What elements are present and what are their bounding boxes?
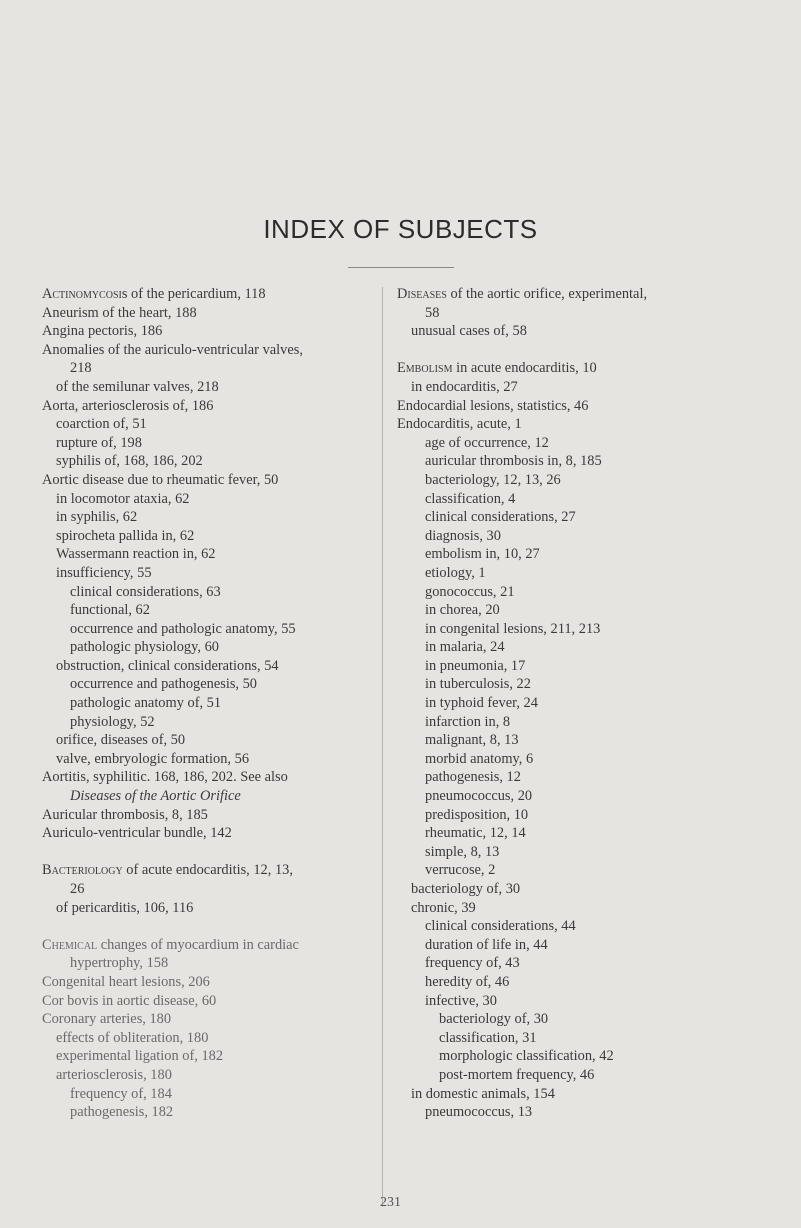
index-entry: chronic, 39 <box>411 899 476 916</box>
index-entry: Aortic disease due to rheumatic fever, 50 <box>42 471 279 488</box>
index-entry: rheumatic, 12, 14 <box>425 825 526 842</box>
index-entry: Chemical changes of myocardium in cardiac <box>42 936 299 953</box>
index-entry: in typhoid fever, 24 <box>425 695 538 712</box>
index-entry: pathologic anatomy of, 51 <box>70 695 222 712</box>
index-entry: Wassermann reaction in, 62 <box>56 546 216 563</box>
index-entry: spirocheta pallida in, 62 <box>56 527 195 544</box>
index-entry: in chorea, 20 <box>425 602 500 619</box>
index-entry: of pericarditis, 106, 116 <box>56 899 194 916</box>
index-entry: Coronary arteries, 180 <box>42 1011 172 1028</box>
index-entry: physiology, 52 <box>70 713 155 730</box>
index-entry: 58 <box>425 304 440 321</box>
index-entry: predisposition, 10 <box>425 806 529 823</box>
index-entry: in locomotor ataxia, 62 <box>56 490 190 507</box>
index-entry: in malaria, 24 <box>425 639 505 656</box>
index-entry: Embolism in acute endocarditis, 10 <box>397 360 597 377</box>
index-entry: Anomalies of the auriculo-ventricular valves, <box>42 341 303 358</box>
index-entry: clinical considerations, 27 <box>425 509 576 526</box>
index-entry: valve, embryologic formation, 56 <box>56 750 250 767</box>
index-entry: infective, 30 <box>425 992 497 1009</box>
index-entry: Diseases of the Aortic Orifice <box>70 788 241 805</box>
index-entry: clinical considerations, 63 <box>70 583 221 600</box>
index-entry: functional, 62 <box>70 602 150 619</box>
index-entry: gonococcus, 21 <box>425 583 515 600</box>
index-column-right <box>397 285 727 1122</box>
index-column-left <box>42 285 372 1122</box>
index-entry: Congenital heart lesions, 206 <box>42 973 210 990</box>
index-entry: classification, 4 <box>425 490 516 507</box>
index-entry: of the semilunar valves, 218 <box>56 378 219 395</box>
index-entry: Endocarditis, acute, 1 <box>397 416 522 433</box>
index-entry: in congenital lesions, 211, 213 <box>425 620 601 637</box>
index-entry: diagnosis, 30 <box>425 527 501 544</box>
index-entry: in domestic animals, 154 <box>411 1085 555 1102</box>
index-entry: Auriculo-ventricular bundle, 142 <box>42 825 232 842</box>
index-entry: occurrence and pathogenesis, 50 <box>70 676 258 693</box>
index-entry: unusual cases of, 58 <box>411 323 527 340</box>
index-entry: bacteriology, 12, 13, 26 <box>425 471 561 488</box>
index-entry: classification, 31 <box>439 1029 537 1046</box>
index-entry: Aortitis, syphilitic. 168, 186, 202. See also <box>42 769 288 786</box>
index-entry: Auricular thrombosis, 8, 185 <box>42 806 208 823</box>
index-entry: pneumococcus, 20 <box>425 788 533 805</box>
index-entry: morphologic classification, 42 <box>439 1048 614 1065</box>
index-entry: pathogenesis, 12 <box>425 769 521 786</box>
index-entry: insufficiency, 55 <box>56 564 152 581</box>
index-entry: embolism in, 10, 27 <box>425 546 540 563</box>
index-entry: frequency of, 184 <box>70 1085 172 1102</box>
index-entry: frequency of, 43 <box>425 955 520 972</box>
index-entry: in syphilis, 62 <box>56 509 138 526</box>
index-entry: 218 <box>70 360 92 377</box>
index-entry: Actinomycosis of the pericardium, 118 <box>42 286 266 302</box>
index-entry: 26 <box>70 881 85 897</box>
index-entry: verrucose, 2 <box>425 862 496 879</box>
index-entry: in pneumonia, 17 <box>425 657 526 674</box>
index-entry: infarction in, 8 <box>425 713 511 730</box>
index-entry: rupture of, 198 <box>56 434 142 451</box>
index-entry: in tuberculosis, 22 <box>425 676 531 693</box>
index-entry: hypertrophy, 158 <box>70 955 169 972</box>
index-entry: auricular thrombosis in, 8, 185 <box>425 453 602 470</box>
index-entry: in endocarditis, 27 <box>411 378 518 395</box>
index-entry: Endocardial lesions, statistics, 46 <box>397 397 589 414</box>
index-entry: age of occurrence, 12 <box>425 434 549 451</box>
index-entry: Aorta, arteriosclerosis of, 186 <box>42 397 214 414</box>
index-entry: Cor bovis in aortic disease, 60 <box>42 992 217 1009</box>
index-entry: arteriosclerosis, 180 <box>56 1066 172 1083</box>
index-entry: orifice, diseases of, 50 <box>56 732 186 749</box>
index-entry: occurrence and pathologic anatomy, 55 <box>70 620 296 637</box>
index-entry: malignant, 8, 13 <box>425 732 519 749</box>
title-rule <box>348 267 454 268</box>
index-entry: pathogenesis, 182 <box>70 1104 174 1121</box>
index-entry: Bacteriology of acute endocarditis, 12, 13, <box>42 862 293 879</box>
index-entry: clinical considerations, 44 <box>425 918 576 935</box>
index-entry: pathologic physiology, 60 <box>70 639 219 656</box>
index-entry: etiology, 1 <box>425 564 486 581</box>
index-entry: experimental ligation of, 182 <box>56 1048 224 1065</box>
page-title: INDEX OF SUBJECTS <box>263 214 538 244</box>
index-entry: morbid anatomy, 6 <box>425 750 534 767</box>
index-entry: Angina pectoris, 186 <box>42 323 163 340</box>
index-entry: obstruction, clinical considerations, 54 <box>56 657 279 674</box>
index-entry: pneumococcus, 13 <box>425 1104 533 1121</box>
index-entry: syphilis of, 168, 186, 202 <box>56 453 203 470</box>
index-entry: simple, 8, 13 <box>425 843 500 860</box>
column-divider <box>382 287 383 1207</box>
index-entry: bacteriology of, 30 <box>411 881 521 897</box>
index-entry: heredity of, 46 <box>425 973 510 990</box>
index-entry: coarction of, 51 <box>56 416 147 433</box>
index-entry: effects of obliteration, 180 <box>56 1029 209 1046</box>
index-entry: bacteriology of, 30 <box>439 1011 549 1028</box>
index-entry: Aneurism of the heart, 188 <box>42 304 197 321</box>
index-entry: duration of life in, 44 <box>425 936 548 953</box>
index-entry: Diseases of the aortic orifice, experimental, <box>397 286 648 302</box>
index-entry: post-mortem frequency, 46 <box>439 1066 595 1083</box>
page-number: 231 <box>380 1195 401 1210</box>
